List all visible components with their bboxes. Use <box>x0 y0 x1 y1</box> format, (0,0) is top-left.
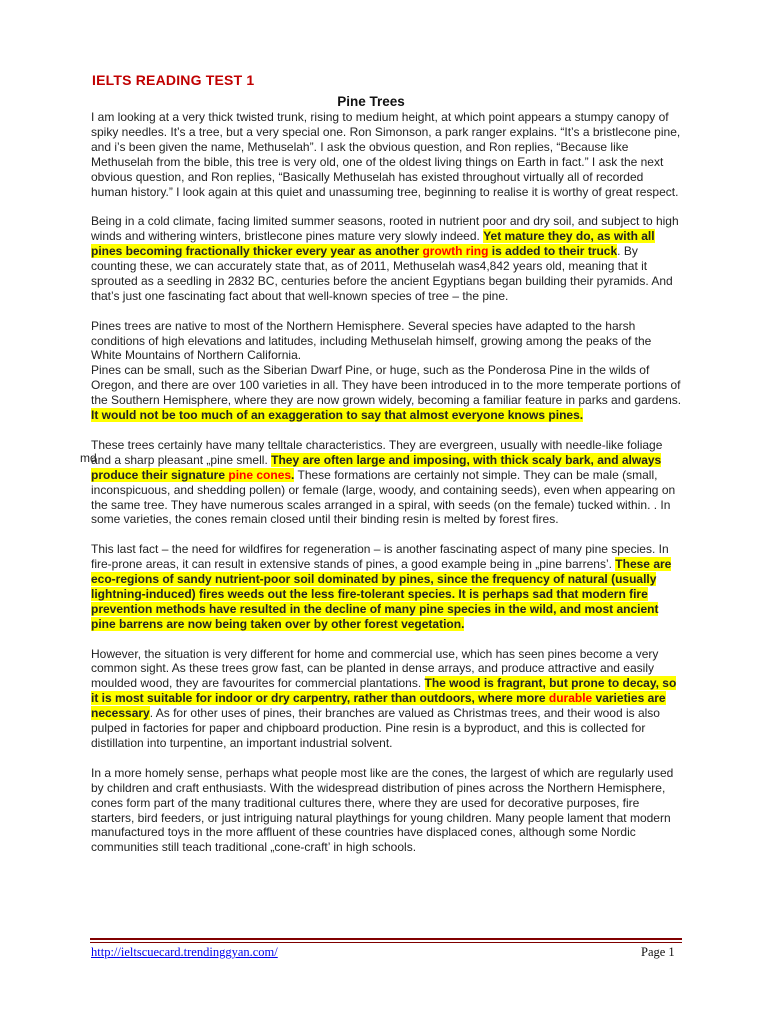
article-title: Pine Trees <box>337 94 405 109</box>
footer-website-link[interactable]: http://ieltscuecard.trendinggyan.com/ <box>91 945 278 959</box>
text-run: . As for other uses of pines, their branches are valued as Christmas trees, and their wood is also pulped in factories for paper and chipboard production. Pine resin is a byproduct, and this is collected for distillation into turpentine, an important industrial solvent. <box>91 706 660 750</box>
paragraph-commercial <box>91 647 683 751</box>
stray-line-spacer <box>91 423 683 438</box>
paragraph-intro: I am looking at a very thick twisted trunk, rising to medium height, at which point appears a stumpy canopy of spiky needles. It’s a tree, but a very special one. Ron Simonson, a park ranger explains. “It’s a bristlecone pine, and i’s been given the name, Methuselah”. I ask the obvious question, and Ron replies, “Because like Methuselah from the bible, this tree is very old, one of the oldest living things on Earth in fact.” I ask the next obvious question, and Ron replies, “Basically Methuselah has existed throughout virtually all of recorded human history.” I look again at this quiet and unassuming tree, beginning to realise it is worthy of great respect. <box>91 110 681 199</box>
paragraph-varieties <box>91 363 683 423</box>
text-run: These trees certainly have many telltale characteristics. They are evergreen, usually with needle-like foliage and a sharp pleasant „pine smell. <box>91 437 663 467</box>
article-body <box>91 110 683 855</box>
highlighted-text: These are eco-regions of sandy nutrient-poor soil dominated by pines, since the frequency of natural (usually lightning-induced) fires weeds out the less fire-tolerant species. It is perhaps sad that modern fire prevention methods have resulted in the decline of many pine species in the wild, and most ancient pine barrens are now being taken over by other forest vegetation. <box>91 557 672 631</box>
page-number: Page 1 <box>641 945 675 959</box>
highlighted-text: It would not be too much of an exaggeration to say that almost everyone knows pines. <box>91 408 584 423</box>
paragraph-native: Pines trees are native to most of the Northern Hemisphere. Several species have adapted to the harsh conditions of high elevations and latitudes, including Methuselah himself, growing among the peaks of the White Mountains of Northern California. <box>91 318 652 363</box>
keyword-growth-ring: growth ring <box>422 244 489 259</box>
document-title: IELTS READING TEST 1 <box>92 72 255 88</box>
highlight-run: The wood is fragrant, but prone to decay, so it is most suitable for indoor or dry carpentry, rather than outdoors, where more <box>91 676 677 706</box>
keyword-pine-cones: pine cones <box>228 467 292 482</box>
text-run: These formations are certainly not simple. They can be male (small, inconspicuous, and shedding pollen) or female (large, woody, and containing seeds), even when appearing on the same tree. They have numerous scales arranged in a spiral, with seeds (on the female) tucked within. . In some varieties, the cones remain closed until their binding resin is melted by forest fires. <box>91 467 676 527</box>
text-run: However, the situation is very different for home and commercial use, which has seen pines become a very common sight. As these trees grow fast, can be planted in dense arrays, and produce attractive and easily moulded wood, they are favourites for commercial plantations. <box>91 646 659 691</box>
highlight-run: varieties are necessary <box>91 691 666 721</box>
text-run: Being in a cold climate, facing limited summer seasons, rooted in nutrient poor and dry soil, and subject to high winds and withering winters, bristlecone pines mature very slowly indeed. <box>91 214 679 244</box>
stray-text: md <box>80 451 97 465</box>
paragraph-bristlecone <box>91 214 683 303</box>
text-run: This last fact – the need for wildfires for regeneration – is another fascinating aspect of many pine species. In fire-prone areas, it can result in extensive stands of pines, a good example being in „pine barrens’. <box>91 542 669 572</box>
highlight-run: . <box>291 467 295 482</box>
text-run: . By counting these, we can accurately state that, as of 2011, Methuselah was4,842 years old, meaning that it sprouted as a seedling in 2832 BC, centuries before the ancient Egyptians began building their pyramids. And that’s just one fascinating fact about that well-known species of tree – the pine. <box>91 244 673 303</box>
keyword-durable: durable <box>548 691 593 706</box>
highlight-run: is added to their truck <box>488 244 618 259</box>
paragraph-wildfires <box>91 542 683 631</box>
highlight-run: They are often large and imposing, with thick scaly bark, and always produce their signature <box>91 452 662 482</box>
paragraph-characteristics <box>91 438 683 527</box>
text-run: Pines can be small, such as the Siberian Dwarf Pine, or huge, such as the Ponderosa Pine in the wilds of Oregon, and there are over 100 varieties in all. They have been introduced in to the more temperate portions of the Southern Hemisphere, where they are now grown widely, becoming a familiar feature in parks and gardens. <box>91 363 682 408</box>
footer-divider-thin <box>90 942 682 943</box>
footer-divider <box>90 938 682 940</box>
highlight-run: Yet mature they do, as with all pines becoming fractionally thicker every year as another <box>91 229 655 259</box>
paragraph-cones: In a more homely sense, perhaps what people most like are the cones, the largest of which are regularly used by children and craft enthusiasts. With the widespread distribution of pines across the Northern Hemisphere, cones form part of the many traditional cultures there, where they are used for decorative purposes, fire starters, bird feeders, or just intriguing natural playthings for young children. Many people lament that modern manufactured toys in the more affluent of these countries have displaced cones, although some Nordic communities still teach traditional „cone-craft’ in high schools. <box>91 765 674 855</box>
